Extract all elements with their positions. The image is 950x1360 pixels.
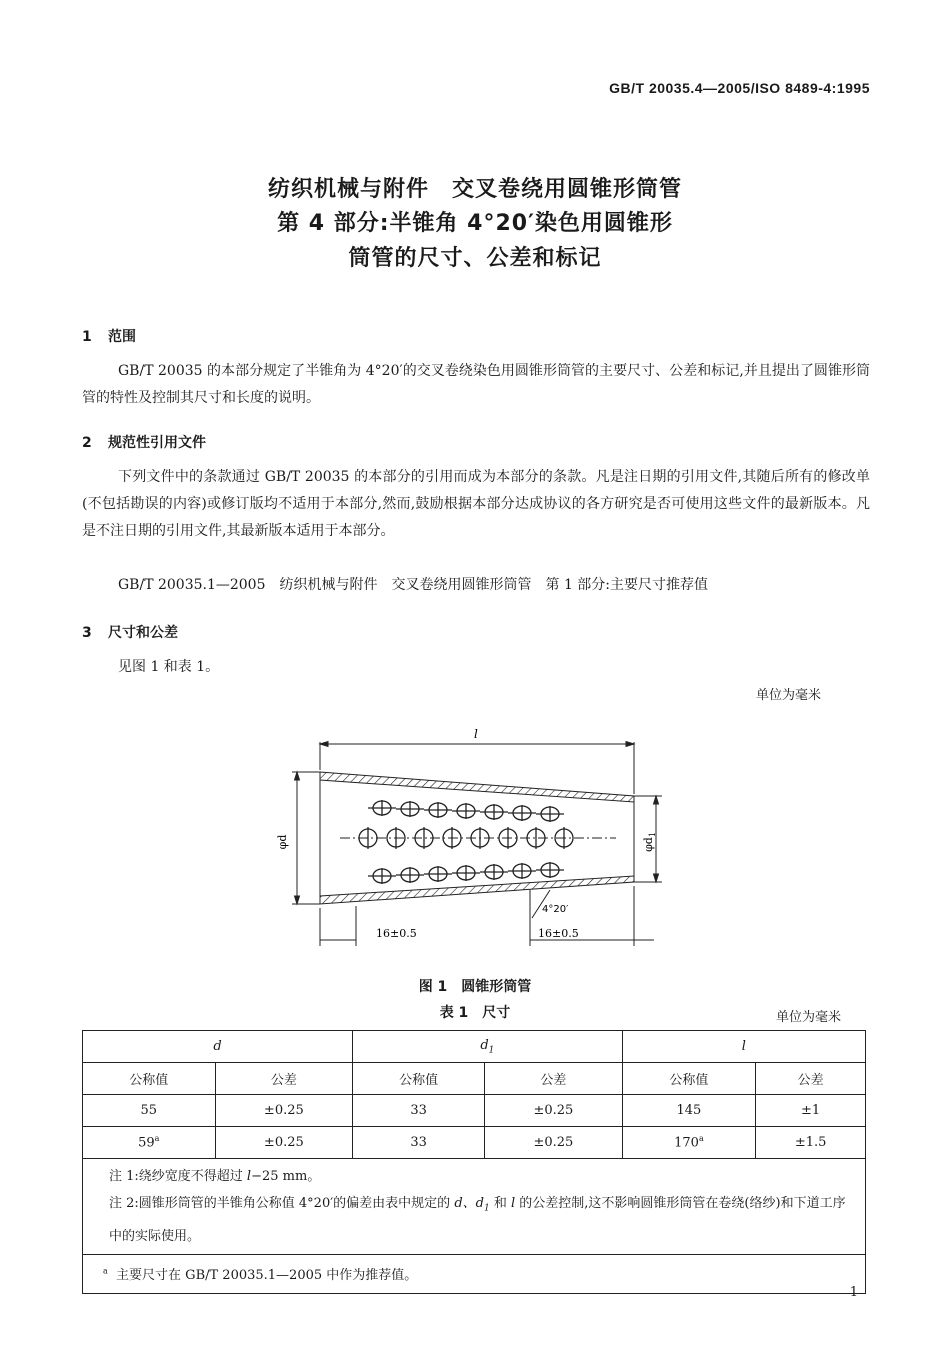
section-2-number: 2 (82, 435, 92, 451)
section-3-title: 尺寸和公差 (108, 625, 178, 641)
section-2-heading (82, 432, 206, 452)
note-2-suffix: 的公差控制,这不影响圆锥形筒管在卷绕(络纱)和下道工序中的实际使用。 (109, 1196, 846, 1244)
section-1-title: 范围 (108, 329, 136, 345)
section-1-heading (82, 326, 136, 346)
title-line-2: 第 4 部分:半锥角 4°20′染色用圆锥形 (277, 211, 673, 236)
svg-text:φd1 (642, 832, 657, 852)
angle-label: 4°20′ (542, 904, 569, 915)
group-header-d: d (83, 1031, 353, 1063)
group-header-d1-subscript: 1 (488, 1045, 495, 1056)
table-unit-label: 单位为毫米 (776, 1010, 842, 1025)
cell-d-tol: ±0.25 (215, 1095, 353, 1127)
group-header-d1-base: d (480, 1037, 489, 1053)
table-footnote (83, 1254, 866, 1293)
table-group-header-row (83, 1031, 866, 1063)
cell-d-value: 59 (138, 1135, 155, 1151)
diameter-d1-subscript: 1 (648, 832, 657, 838)
cell-d1-tol: ±0.25 (485, 1127, 623, 1159)
title-line-3: 筒管的尺寸、公差和标记 (348, 246, 602, 271)
subheader-cell: 公称值 (83, 1063, 216, 1095)
page-number: 1 (849, 1285, 858, 1300)
subheader-cell: 公差 (756, 1063, 866, 1095)
note-2-subscript: 1 (483, 1203, 490, 1214)
note-1-var: l (246, 1169, 252, 1184)
cell-d: 55 (83, 1095, 216, 1127)
cell-l-footnote-mark: a (698, 1134, 704, 1144)
cell-d-footnote-mark: a (154, 1134, 160, 1144)
table-footnote-row (83, 1254, 866, 1293)
cell-d1: 33 (353, 1127, 485, 1159)
note-1 (109, 1163, 855, 1190)
section-2-title: 规范性引用文件 (108, 435, 206, 451)
subheader-cell: 公称值 (622, 1063, 756, 1095)
cone-tube-drawing (270, 718, 670, 958)
cell-d1: 33 (353, 1095, 485, 1127)
diameter-d-label: φd (276, 834, 289, 850)
cell-l: 145 (622, 1095, 756, 1127)
table-caption: 表 1 尺寸 (439, 1005, 511, 1021)
subheader-cell: 公差 (215, 1063, 353, 1095)
note-2 (109, 1190, 855, 1250)
section-3-heading (82, 622, 178, 642)
table-row (83, 1095, 866, 1127)
cell-l-tol: ±1.5 (756, 1127, 866, 1159)
cell-l (622, 1127, 756, 1159)
dim-right-label: 16±0.5 (538, 927, 579, 940)
section-3-number: 3 (82, 625, 92, 641)
length-label: l (474, 727, 478, 741)
cell-l-value: 170 (674, 1135, 699, 1151)
dimensions-table (82, 1030, 866, 1294)
figure-unit-label: 单位为毫米 (756, 688, 822, 703)
cell-d-tol: ±0.25 (215, 1127, 353, 1159)
table-notes-row (83, 1159, 866, 1255)
note-2-and: 和 (489, 1196, 511, 1211)
note-1-prefix: 注 1:绕纱宽度不得超过 (109, 1169, 247, 1184)
cell-d1-tol: ±0.25 (485, 1095, 623, 1127)
note-2-var2: l (510, 1196, 516, 1211)
table-notes (83, 1159, 866, 1255)
table-row (83, 1127, 866, 1159)
normative-reference: GB/T 20035.1—2005 纺织机械与附件 交叉卷绕用圆锥形筒管 第 1 部分:主要尺寸推荐值 (118, 577, 709, 593)
group-header-d1 (353, 1031, 623, 1063)
diameter-d1-label: φd (642, 837, 655, 852)
cell-l-tol: ±1 (756, 1095, 866, 1127)
footnote-mark: a (103, 1266, 108, 1276)
note-2-prefix: 注 2:圆锥形筒管的半锥角公称值 4°20′的偏差由表中规定的 (109, 1196, 455, 1211)
note-1-suffix: −25 mm。 (251, 1169, 321, 1184)
note-2-vars: d、d (454, 1196, 484, 1211)
subheader-cell: 公称值 (353, 1063, 485, 1095)
section-1-text: GB/T 20035 的本部分规定了半锥角为 4°20′的交叉卷绕染色用圆锥形筒管的主要尺寸、公差和标记,并且提出了圆锥形筒管的特性及控制其尺寸和长度的说明。 (82, 363, 870, 406)
figure-caption: 图 1 圆锥形筒管 (418, 979, 532, 995)
subheader-cell: 公差 (485, 1063, 623, 1095)
footnote-text: 主要尺寸在 GB/T 20035.1—2005 中作为推荐值。 (116, 1268, 418, 1284)
section-3-text: 见图 1 和表 1。 (118, 659, 220, 675)
standard-code: GB/T 20035.4—2005/ISO 8489-4:1995 (609, 80, 870, 96)
dim-left-label: 16±0.5 (376, 927, 417, 940)
section-2-text: 下列文件中的条款通过 GB/T 20035 的本部分的引用而成为本部分的条款。凡是注日期的引用文件,其随后所有的修改单(不包括勘误的内容)或修订版均不适用于本部分,然而,鼓励根据本部分达成协议的各方研究是否可使用这些文件的最新版本。凡是不注日期的引用文件,其最新版本适用于本部分。 (82, 469, 870, 539)
cell-d (83, 1127, 216, 1159)
section-1-number: 1 (82, 329, 92, 345)
title-line-1: 纺织机械与附件 交叉卷绕用圆锥形筒管 (267, 177, 682, 202)
table-subheader-row (83, 1063, 866, 1095)
group-header-l: l (622, 1031, 865, 1063)
